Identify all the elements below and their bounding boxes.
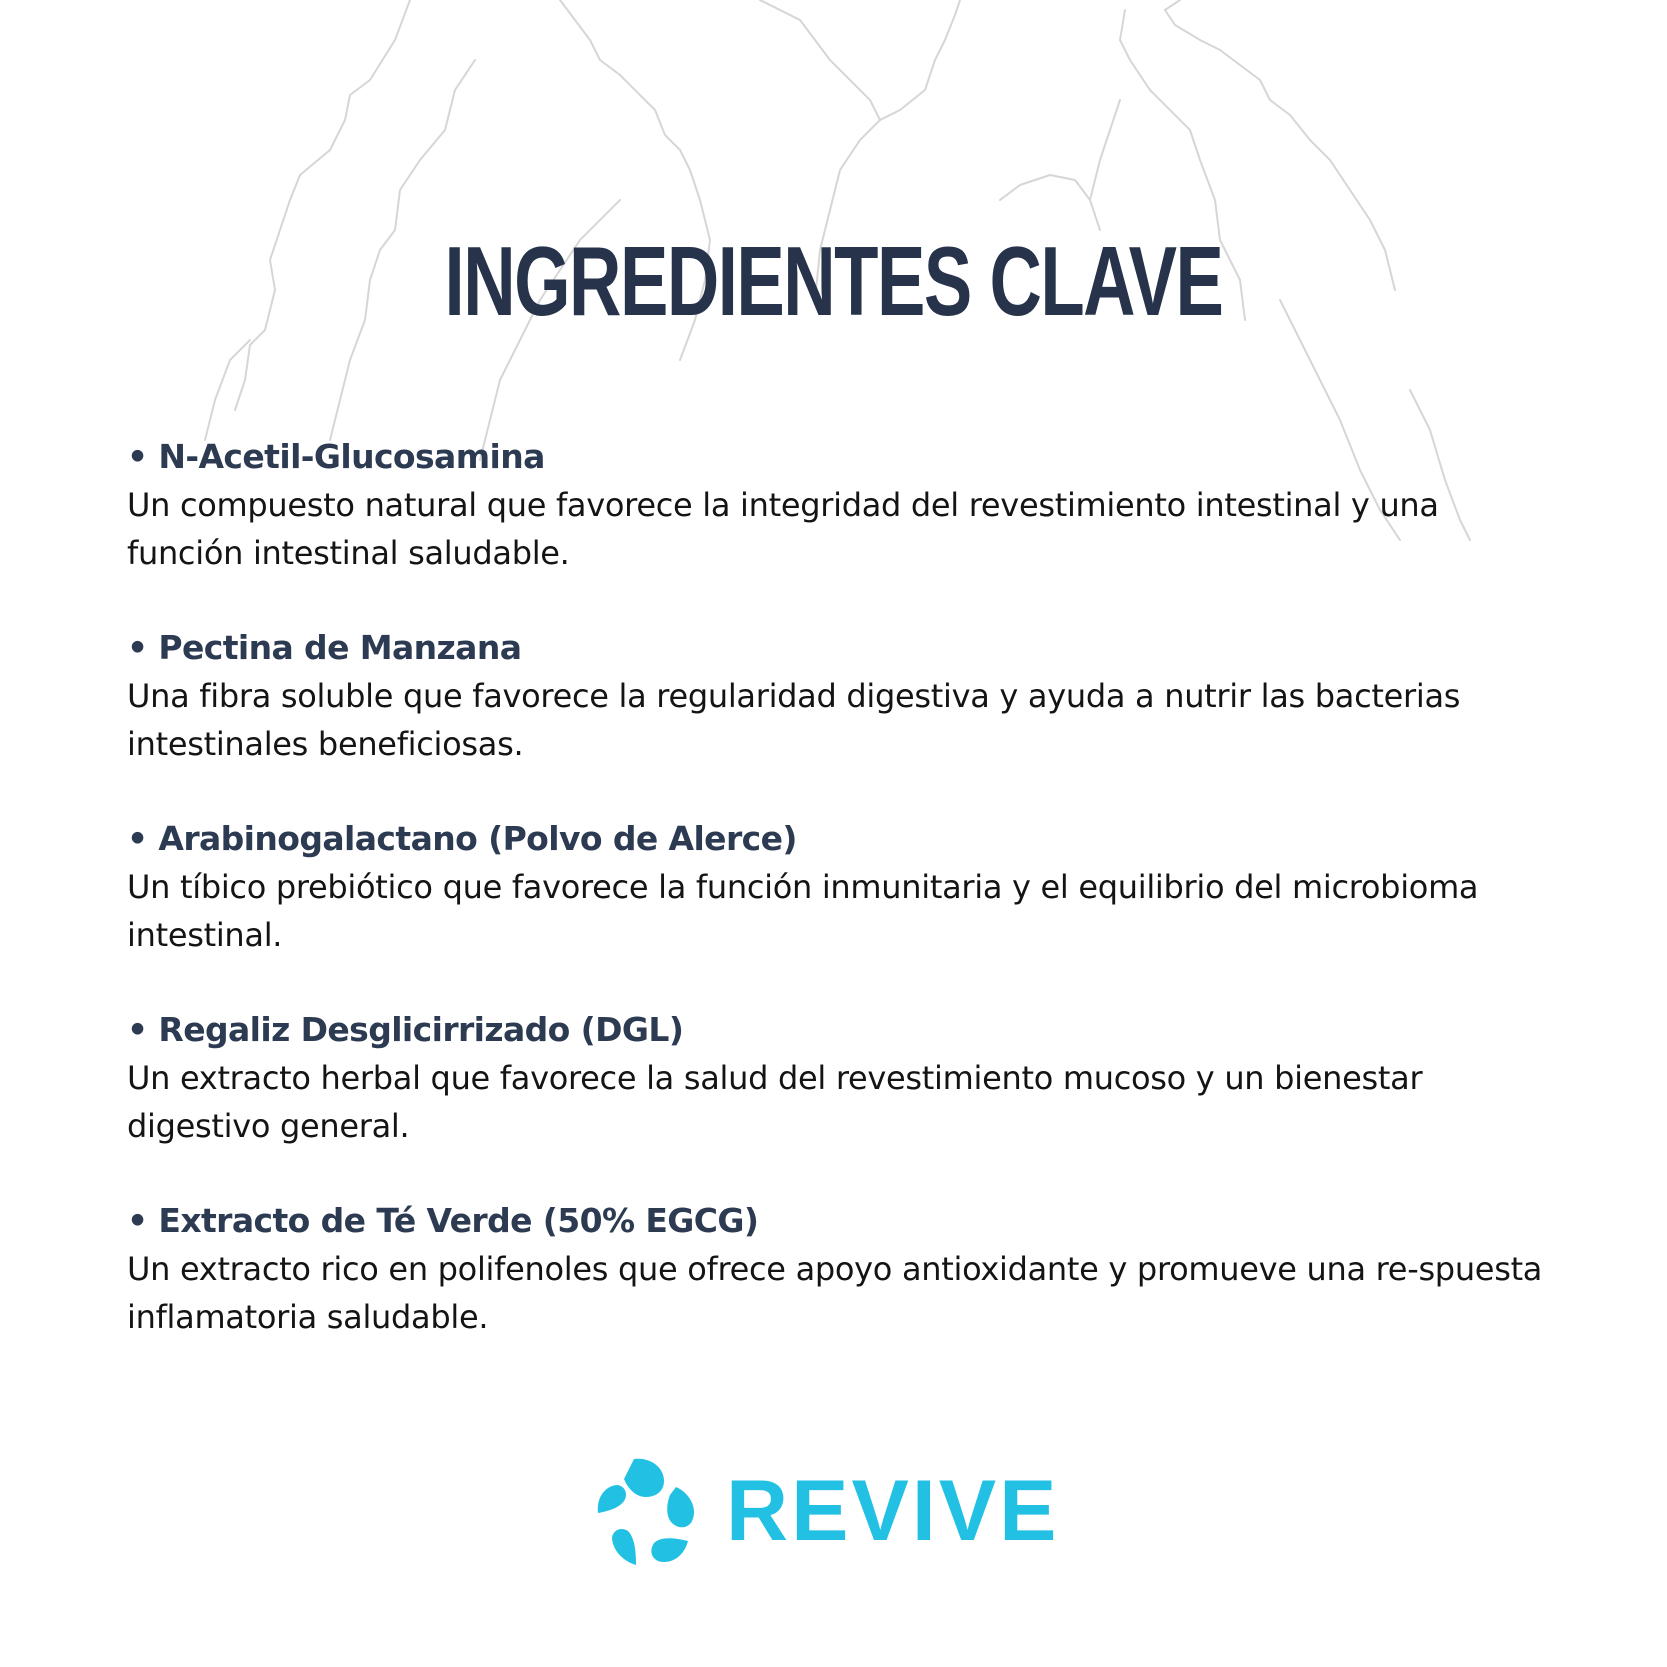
ingredient-description: Un compuesto natural que favorece la integridad del revestimiento intestinal y una función intestinal saludable. [127,486,1439,572]
revive-wordmark: REVIVE [726,1462,1060,1559]
ingredient-name: • Arabinogalactano (Polvo de Alerce) [127,819,797,858]
revive-droplet-flower-icon [594,1457,698,1565]
ingredients-list [127,433,1567,1388]
page-title: INGREDIENTES CLAVE [444,226,1223,336]
list-item [127,1197,1567,1388]
ingredient-name: • N-Acetil-Glucosamina [127,437,545,476]
ingredient-name: • Regaliz Desglicirrizado (DGL) [127,1010,684,1049]
ingredient-description: Un tíbico prebiótico que favorece la función inmunitaria y el equilibrio del microbioma intestinal. [127,868,1479,954]
list-item [127,815,1567,1006]
ingredient-name: • Extracto de Té Verde (50% EGCG) [127,1201,759,1240]
revive-logo [594,1453,1059,1568]
ingredient-description: Una fibra soluble que favorece la regularidad digestiva y ayuda a nutrir las bacterias intestinales beneficiosas. [127,677,1461,763]
list-item [127,433,1567,624]
list-item [127,624,1567,815]
ingredient-name: • Pectina de Manzana [127,628,522,667]
ingredient-description: Un extracto herbal que favorece la salud del revestimiento mucoso y un bienestar digestivo general. [127,1059,1423,1145]
ingredient-description: Un extracto rico en polifenoles que ofrece apoyo antioxidante y promueve una re-spuesta inflamatoria saludable. [127,1250,1543,1336]
list-item [127,1006,1567,1197]
